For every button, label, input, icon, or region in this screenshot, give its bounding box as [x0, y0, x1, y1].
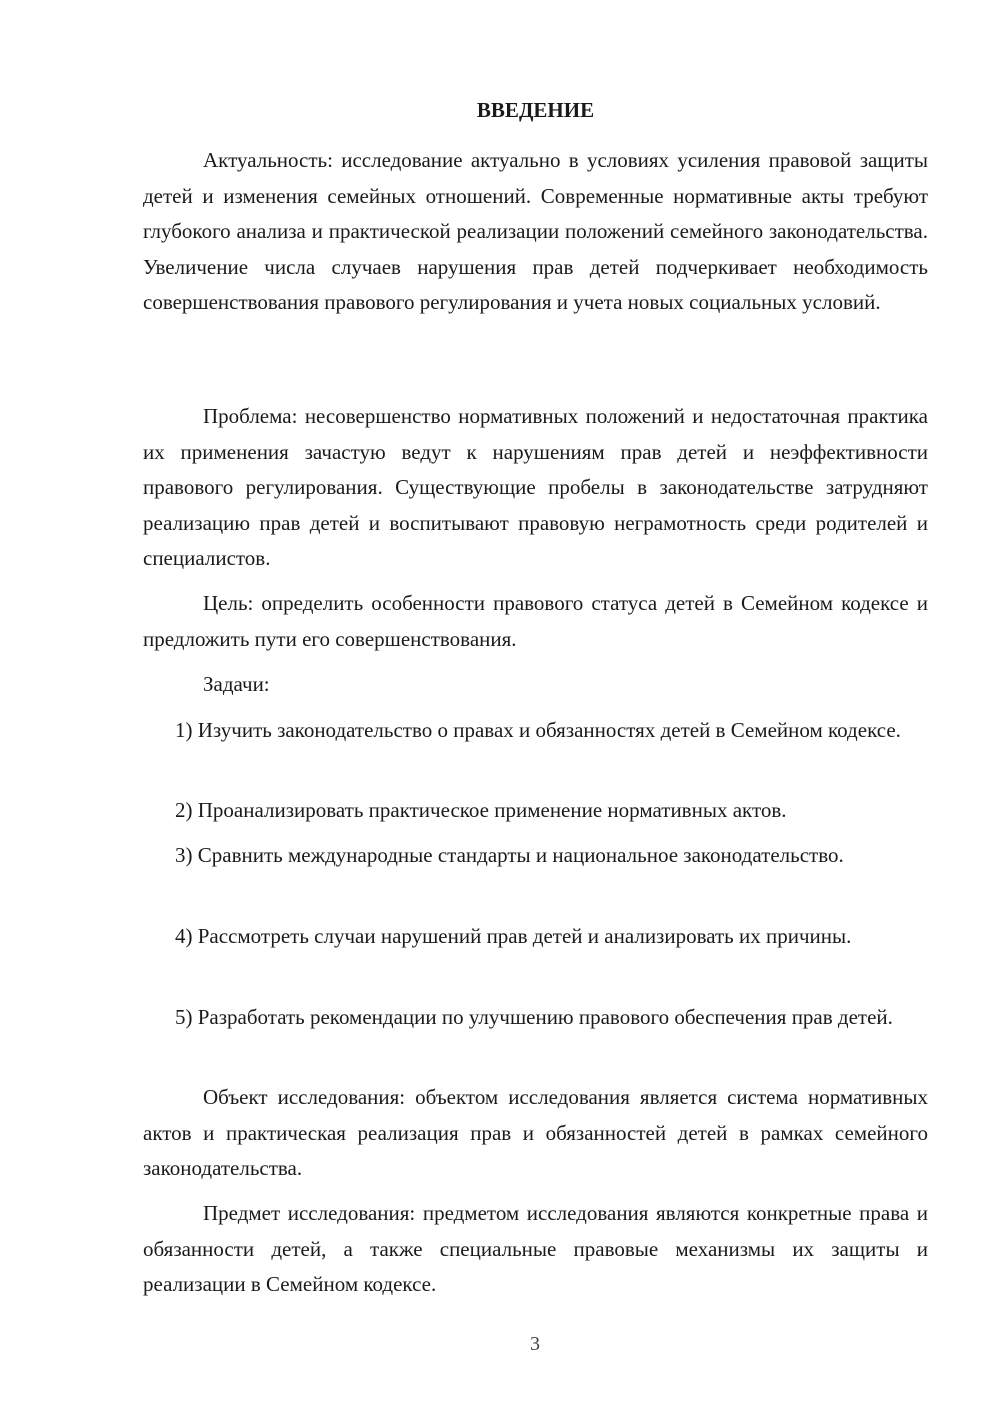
task-item-3: 3) Сравнить международные стандарты и национальное законодательство.: [175, 843, 844, 867]
task-item-5: 5) Разработать рекомендации по улучшению правового обеспечения прав детей.: [175, 1005, 893, 1029]
subject-paragraph: Предмет исследования: предметом исследования являются конкретные права и обязанности детей, а также специальные правовые механизмы их защиты и реализации в Семейном кодексе.: [143, 1201, 928, 1296]
task-item-2: 2) Проанализировать практическое применение нормативных актов.: [175, 798, 787, 822]
problem-paragraph: Проблема: несовершенство нормативных положений и недостаточная практика их применения зачастую ведут к нарушениям прав детей и неэффективности правового регулирования. Существующие пробелы в законодательстве затрудняют реализацию прав детей и воспитывают правовую неграмотность среди родителей и специалистов.: [143, 404, 928, 570]
relevance-paragraph: Актуальность: исследование актуально в условиях усиления правовой защиты детей и изменения семейных отношений. Современные нормативные акты требуют глубокого анализа и практической реализации положений семейного законодательства. Увеличение числа случаев нарушения прав детей подчеркивает необходимость совершенствования правового регулирования и учета новых социальных условий.: [143, 148, 928, 314]
page-number: 3: [530, 1333, 540, 1355]
tasks-heading: Задачи:: [203, 672, 270, 696]
task-item-1: 1) Изучить законодательство о правах и обязанностях детей в Семейном кодексе.: [175, 718, 901, 742]
object-paragraph: Объект исследования: объектом исследования является система нормативных актов и практическая реализация прав и обязанностей детей в рамках семейного законодательства.: [143, 1085, 928, 1180]
goal-paragraph: Цель: определить особенности правового статуса детей в Семейном кодексе и предложить пути его совершенствования.: [143, 591, 928, 651]
task-item-4: 4) Рассмотреть случаи нарушений прав детей и анализировать их причины.: [175, 924, 852, 948]
section-title: ВВЕДЕНИЕ: [476, 98, 595, 122]
